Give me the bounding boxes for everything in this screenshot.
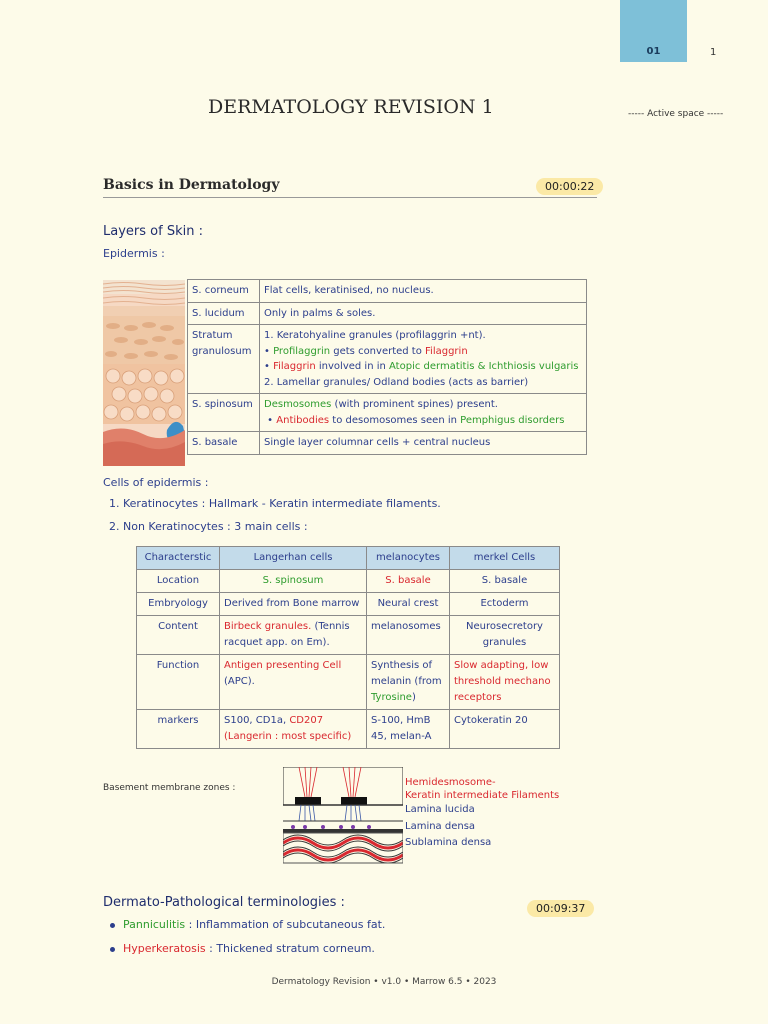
timestamp-badge[interactable]: 00:00:22: [536, 178, 603, 195]
layer-description: [260, 394, 587, 432]
text-span: (Tennis racquet app. on Em).: [224, 621, 350, 648]
text-span: Synthesis of melanin (from: [371, 660, 442, 687]
layer-description: Flat cells, keratinised, no nucleus.: [260, 280, 587, 303]
layer-name: S. corneum: [188, 280, 260, 303]
table-cell: S-100, HmB 45, melan-A: [367, 710, 450, 749]
active-space-label: ----- Active space -----: [628, 109, 724, 119]
text-span: ): [411, 692, 416, 703]
granulosum-point-2: 2. Lamellar granules/ Odland bodies (acts as barrier): [264, 376, 529, 388]
table-row: [137, 655, 560, 710]
terminology-heading: Dermato-Pathological terminologies :: [103, 895, 345, 910]
section-divider: [103, 197, 597, 198]
term-tyrosine: Tyrosine: [371, 692, 412, 703]
timestamp-badge[interactable]: 00:09:37: [527, 900, 594, 917]
bmz-label-lamina-densa: Lamina densa: [405, 821, 476, 832]
term-hyperkeratosis: Hyperkeratosis: [123, 942, 206, 955]
table-row: [188, 302, 587, 325]
table-row: [188, 394, 587, 432]
granulosum-bullet-2: • Filaggrin involved in in Atopic dermatitis & Ichthiosis vulgaris: [264, 361, 579, 372]
text-span: involved in in: [315, 361, 390, 372]
table-cell: S. spinosum: [220, 570, 367, 593]
row-label: Embryology: [137, 593, 220, 616]
list-item: 1. Keratinocytes : Hallmark - Keratin intermediate filaments.: [109, 497, 441, 510]
term-langerin: (Langerin : most specific): [224, 731, 352, 742]
table-row: [137, 570, 560, 593]
spinosum-point-1: [264, 397, 582, 413]
table-cell: Derived from Bone marrow: [220, 593, 367, 616]
basement-membrane-diagram: [283, 767, 403, 867]
table-row: [188, 432, 587, 455]
table-cell: Ectoderm: [450, 593, 560, 616]
epidermis-subheading: Epidermis :: [103, 247, 165, 260]
bmz-label-hemidesmosome: Hemidesmosome-: [405, 777, 496, 788]
bmz-label: Basement membrane zones :: [103, 783, 236, 793]
text-span: : Thickened stratum corneum.: [205, 942, 375, 955]
layer-name: S. lucidum: [188, 302, 260, 325]
list-item: [110, 942, 375, 955]
table-cell: Neural crest: [367, 593, 450, 616]
bullet-icon: [110, 947, 115, 952]
table-cell: Neurosecretory granules: [450, 616, 560, 655]
epidermis-layers-table: [187, 279, 587, 455]
layers-heading: Layers of Skin :: [103, 224, 203, 239]
term-panniculitis: Panniculitis: [123, 918, 186, 931]
table-header-row: [137, 547, 560, 570]
row-label: markers: [137, 710, 220, 749]
text-span: : Inflammation of subcutaneous fat.: [185, 918, 386, 931]
table-row: [137, 593, 560, 616]
table-cell: [220, 655, 367, 710]
text-span: gets converted to: [330, 345, 426, 357]
text-span: S100, CD1a,: [224, 715, 290, 726]
term-pemphigus: Pemphigus disorders: [460, 414, 565, 426]
table-cell: [367, 655, 450, 710]
row-label: Location: [137, 570, 220, 593]
bmz-label-keratin-filaments: Keratin intermediate Filaments: [405, 790, 560, 801]
row-label: Content: [137, 616, 220, 655]
table-cell: Slow adapting, low threshold mechano receptors: [450, 655, 560, 710]
cells-heading: Cells of epidermis :: [103, 476, 209, 489]
term-cd207: CD207: [289, 715, 324, 726]
granulosum-bullet-1: • Profilaggrin gets converted to Filaggrin: [264, 345, 468, 357]
column-header: Characterstic: [137, 547, 220, 570]
term-filaggrin: Filaggrin: [273, 361, 316, 372]
bmz-label-lamina-lucida: Lamina lucida: [405, 804, 475, 815]
table-row: [137, 616, 560, 655]
table-cell: S. basale: [367, 570, 450, 593]
layer-name: S. basale: [188, 432, 260, 455]
term-filaggrin: Filaggrin: [425, 345, 468, 357]
term-birbeck-granules: Birbeck granules.: [224, 621, 312, 632]
section-title: Basics in Dermatology: [103, 177, 280, 193]
column-header: melanocytes: [367, 547, 450, 570]
list-item: 2. Non Keratinocytes : 3 main cells :: [109, 520, 308, 533]
table-row: [137, 710, 560, 749]
layer-description: Only in palms & soles.: [260, 302, 587, 325]
table-row: [188, 325, 587, 394]
layer-name: Stratum granulosum: [188, 325, 260, 394]
spinosum-bullet-1: • Antibodies to desomosomes seen in Pemphigus disorders: [264, 414, 565, 426]
term-desmosomes: Desmosomes: [264, 399, 332, 410]
page-footer: Dermatology Revision • v1.0 • Marrow 6.5 • 2023: [271, 977, 497, 987]
layer-description: Single layer columnar cells + central nucleus: [260, 432, 587, 455]
term-antibodies: Antibodies: [276, 414, 330, 426]
table-cell: [220, 710, 367, 749]
table-cell: S. basale: [450, 570, 560, 593]
layer-name: S. spinosum: [188, 394, 260, 432]
text-span: (APC).: [224, 676, 255, 687]
table-cell: [220, 616, 367, 655]
table-row: [188, 280, 587, 303]
table-cell: melanosomes: [367, 616, 450, 655]
text-span: to desomosomes seen in: [329, 414, 461, 426]
layer-description: [260, 325, 587, 394]
page-number: 1: [710, 47, 717, 58]
table-cell: Cytokeratin 20: [450, 710, 560, 749]
term-apc: Antigen presenting Cell: [224, 660, 342, 671]
column-header: Langerhan cells: [220, 547, 367, 570]
term-atopic-dermatitis: Atopic dermatitis & Ichthiosis vulgaris: [389, 361, 579, 372]
skin-layers-illustration: [103, 280, 185, 466]
text-span: (with prominent spines) present.: [331, 399, 498, 410]
list-item: [110, 918, 385, 931]
page-title: DERMATOLOGY REVISION 1: [208, 96, 494, 118]
bmz-label-sublamina-densa: Sublamina densa: [405, 837, 492, 848]
row-label: Function: [137, 655, 220, 710]
granulosum-point-1: 1. Keratohyaline granules (profilaggrin +nt).: [264, 330, 486, 341]
column-header: merkel Cells: [450, 547, 560, 570]
non-keratinocytes-table: [136, 546, 560, 749]
term-profilaggrin: Profilaggrin: [273, 345, 331, 357]
page-tab[interactable]: [620, 0, 687, 62]
bullet-icon: [110, 923, 115, 928]
tab-label: 01: [646, 46, 661, 57]
